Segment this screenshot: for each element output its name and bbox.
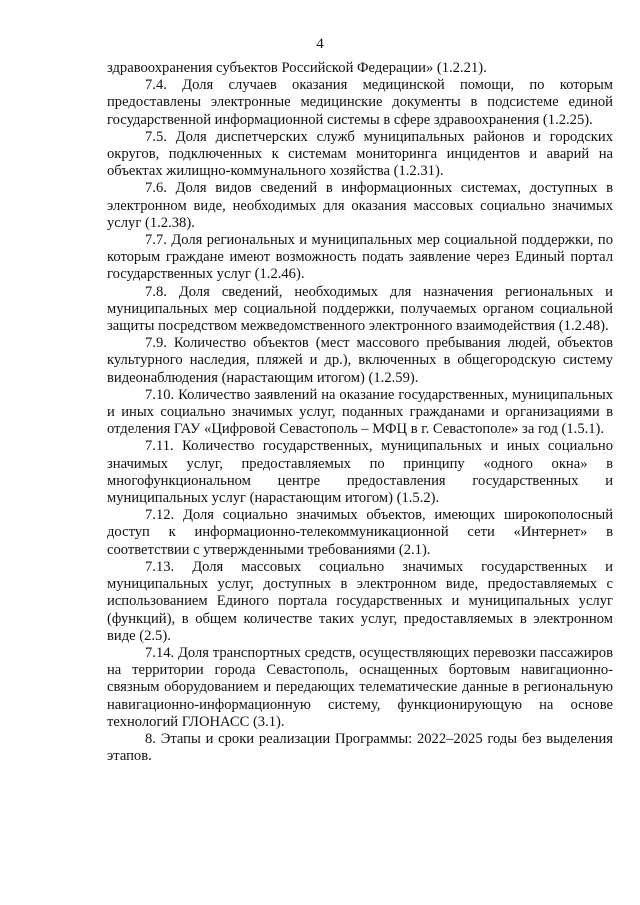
paragraph-7-9: 7.9. Количество объектов (мест массового пребывания людей, объектов культурного наследия, пляжей и др.), включенных в общегородскую систему видеонаблюдения (нарастающим итогом) (1.2.59). bbox=[107, 335, 613, 386]
paragraph-7-7: 7.7. Доля региональных и муниципальных мер социальной поддержки, по которым граждане имеют возможность подать заявление через Единый портал государственных услуг (1.2.46). bbox=[107, 232, 613, 283]
paragraph-7-5: 7.5. Доля диспетчерских служб муниципальных районов и городских округов, подключенных к системам мониторинга инцидентов и аварий на объектах жилищно-коммунального хозяйства (1.2.31). bbox=[107, 128, 613, 180]
paragraph-8: 8. Этапы и сроки реализации Программы: 2022–2025 годы без выделения этапов. bbox=[107, 730, 613, 765]
paragraph-continuation: здравоохранения субъектов Российской Федерации» (1.2.21). bbox=[107, 60, 487, 76]
paragraph-7-10: 7.10. Количество заявлений на оказание государственных, муниципальных и иных социально значимых услуг, поданных гражданами и организациями в отделения ГАУ «Цифровой Севастополь – МФЦ в г. Севастополе» за год (1.5.1). bbox=[107, 386, 613, 438]
paragraph-7-14: 7.14. Доля транспортных средств, осуществляющих перевозки пассажиров на территории города Севастополь, оснащенных бортовым навигационно-связным оборудованием и передающих телематические данные в региональную навигационно-информационную систему, функционирующую на основе технологий ГЛОНАСС (3.1). bbox=[107, 644, 613, 730]
paragraph-7-11: 7.11. Количество государственных, муниципальных и иных социально значимых услуг, предоставляемых по принципу «одного окна» в многофункциональном центре предоставления государственных и муниципальных услуг (нарастающим итогом) (1.5.2). bbox=[107, 438, 613, 507]
paragraph-7-12: 7.12. Доля социально значимых объектов, имеющих широкополосный доступ к информационно-телекоммуникационной сети «Интернет» в соответствии с утвержденными требованиями (2.1). bbox=[107, 507, 613, 558]
document-body bbox=[107, 60, 613, 765]
page-number: 4 bbox=[316, 36, 324, 52]
paragraph-7-8: 7.8. Доля сведений, необходимых для назначения региональных и муниципальных мер социальной поддержки, получаемых органом социальной защиты посредством межведомственного электронного взаимодействия (1.2.48). bbox=[107, 283, 613, 335]
paragraph-7-13: 7.13. Доля массовых социально значимых государственных и муниципальных услуг, доступных в электронном виде, предоставляемых с использованием Единого портала государственных и муниципальных услуг (функций), в общем количестве таких услуг, предоставляемых в электронном виде (2.5). bbox=[107, 558, 613, 644]
paragraph-7-4: 7.4. Доля случаев оказания медицинской помощи, по которым предоставлены электронные медицинские документы в подсистеме единой государственной информационной системы в сфере здравоохранения (1.2.25). bbox=[107, 77, 613, 128]
paragraph-7-6: 7.6. Доля видов сведений в информационных системах, доступных в электронном виде, необходимых для оказания массовых социально значимых услуг (1.2.38). bbox=[107, 180, 613, 231]
